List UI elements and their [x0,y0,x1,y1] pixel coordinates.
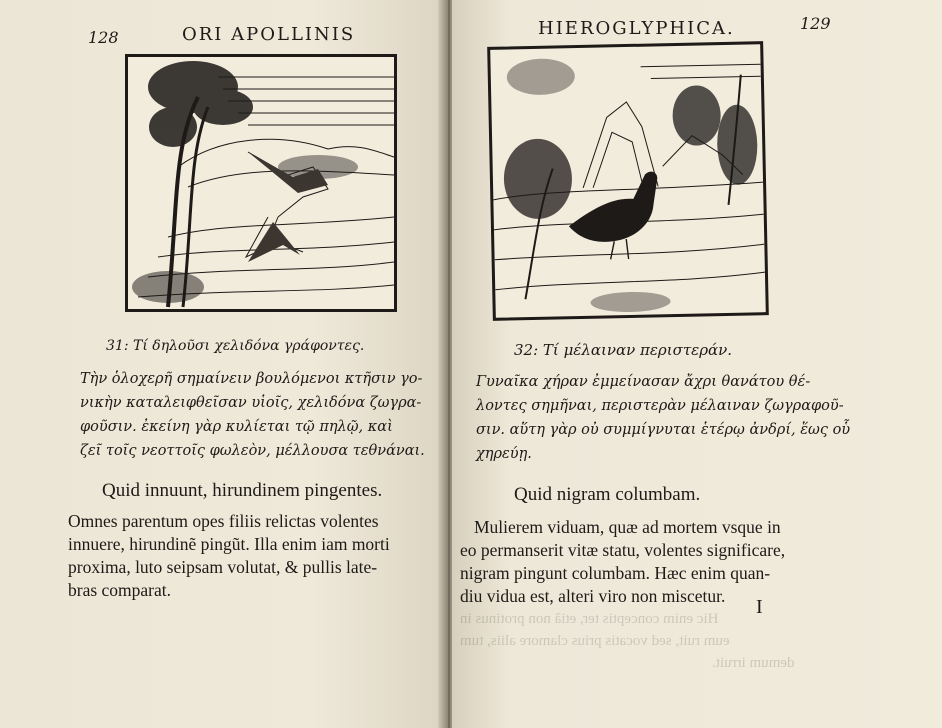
latin-text-right-line-3: nigram pingunt columbam. Hæc enim quan- [460,563,771,583]
running-head-right: HIEROGLYPHICA. [538,18,735,39]
greek-text-left-line-4: ζεῖ τοῖς νεοττοῖς φωλεὸν, μέλλουσα τεθνάναι. [80,443,425,459]
dove-woodcut-image [487,41,769,321]
latin-title-right: Quid nigram columbam. [514,484,701,505]
greek-text-right-line-3: σιν. αὕτη γὰρ οὐ συμμίγνυται ἑτέρῳ ἀνδρί, ἕως οὗ [476,422,851,438]
latin-text-left-line-4: bras comparat. [68,580,172,600]
greek-heading-right: 32: Τί μέλαιναν περιστεράν. [514,341,733,359]
latin-text-right-line-2: eo permanserit vitæ statu, volentes significare, [460,540,786,560]
latin-title-left: Quid innuunt, hirundinem pingentes. [102,480,383,501]
left-page [0,0,446,728]
showthrough-text-line-3: demum irruit. [712,655,795,671]
greek-heading-left: 31: Τί δηλοῦσι χελιδόνα γράφοντες. [106,338,365,354]
latin-text-left-line-1: Omnes parentum opes filiis relictas volentes [68,511,379,531]
showthrough-text-line-2: eum ruit, sed vocatis prius clamore aliis, tum [460,633,730,649]
latin-text-left-line-2: innuere, hirundinẽ pingũt. Illa enim iam morti [68,534,390,554]
signature-mark: I [756,596,763,618]
greek-text-right-line-2: λοντες σημῆναι, περιστερὰν μέλαιναν ζωγραφοῦ- [476,398,844,414]
swallows-woodcut-drawing [128,57,394,309]
swallows-woodcut-image [125,54,397,312]
latin-text-left-line-3: proxima, luto seipsam volutat, & pullis late- [68,557,378,577]
greek-text-right-line-4: χηρεύῃ. [476,446,532,462]
greek-text-right-line-1: Γυναῖκα χήραν ἐμμείνασαν ἄχρι θανάτου θέ- [476,374,811,390]
right-page [452,0,942,728]
running-head-left: ORI APOLLINIS [182,24,356,45]
latin-text-right-line-1: Mulierem viduam, quæ ad mortem vsque in [474,517,781,537]
page-number-left: 128 [88,28,119,47]
greek-text-left-line-2: νικὴν καταλειφθεῖσαν υἱοῖς, χελιδόνα ζωγρα- [80,395,422,411]
dove-woodcut-drawing [490,44,766,318]
greek-text-left-line-1: Τὴν ὁλοχερῆ σημαίνειν βουλόμενοι κτῆσιν γο- [80,371,423,387]
showthrough-text-line-1: Hic enim conceptis ter, etiã non protinus in [460,611,719,627]
greek-text-left-line-3: φοῦσιν. ἐκείνη γὰρ κυλίεται τῷ πηλῷ, καὶ [80,419,393,435]
page-number-right: 129 [800,14,831,33]
latin-text-right-line-4: diu vidua est, alteri viro non miscetur. [460,586,726,606]
